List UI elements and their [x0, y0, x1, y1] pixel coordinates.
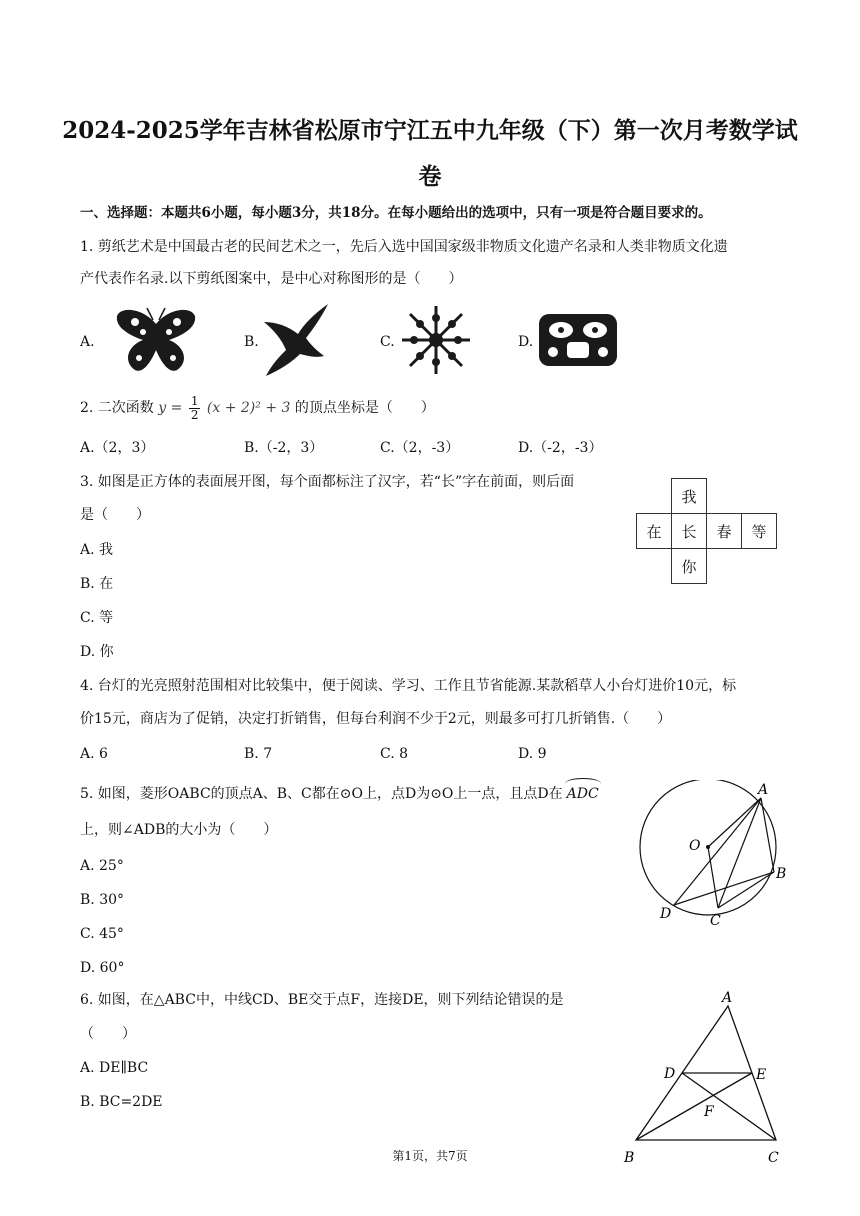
net-cell-4: 等: [742, 514, 777, 549]
q3-option-c: C. 等: [80, 610, 114, 626]
label-d: D: [660, 906, 672, 922]
q1-option-c: C.: [380, 334, 395, 350]
q2-option-a: A.（2，3）: [80, 440, 155, 456]
label-c: C: [768, 1150, 779, 1166]
q4-option-d: D. 9: [518, 746, 547, 762]
q5-line2: 上，则∠ADB的大小为（ ）: [80, 822, 278, 838]
q3-option-d: D. 你: [80, 644, 114, 660]
q5-option-a: A. 25°: [80, 858, 124, 874]
q2-option-c: C.（2，-3）: [380, 440, 460, 456]
q6-line1: 6. 如图，在△ABC中，中线CD、BE交于点F，连接DE，则下列结论错误的是: [80, 992, 564, 1008]
q2-frac-num: 1: [190, 393, 199, 408]
q4-option-c: C. 8: [380, 746, 409, 762]
label-b: B: [776, 866, 787, 882]
label-a: A: [758, 782, 769, 798]
q4-option-a: A. 6: [80, 746, 108, 762]
q5-arc-label: ADC: [566, 786, 599, 802]
q6-option-a: A. DE∥BC: [80, 1060, 149, 1076]
q5-option-d: D. 60°: [80, 960, 125, 976]
q2-stem: [80, 392, 435, 424]
q3-line1: 3. 如图是正方体的表面展开图，每个面都标注了汉字，若“长”字在前面，则后面: [80, 474, 575, 490]
fish-papercut-image: [537, 310, 619, 370]
circle-rhombus-figure: [636, 780, 794, 930]
q2-frac-den: 2: [190, 407, 199, 422]
label-c: C: [710, 913, 721, 929]
q4-line1: 4. 台灯的光亮照射范围相对比较集中，便于阅读、学习、工作且节省能源.某款稻草人小台灯进价10元，标: [80, 678, 737, 694]
page-footer: 第1页，共7页: [392, 1149, 468, 1163]
net-cell-2: 长: [672, 514, 707, 549]
label-b: B: [624, 1150, 635, 1166]
q2-formula-y: y =: [158, 400, 183, 416]
q2-fraction: [189, 395, 201, 422]
q5-line1: [80, 784, 599, 804]
label-o: O: [689, 838, 701, 854]
snowflake-papercut-image: [398, 302, 474, 378]
label-f: F: [704, 1104, 714, 1120]
q2-formula-rest: (x + 2)² + 3: [206, 400, 291, 416]
q2-prefix: 2. 二次函数: [80, 400, 154, 416]
net-cell-3: 春: [707, 514, 742, 549]
net-cell-top: 我: [672, 479, 707, 514]
q5-option-c: C. 45°: [80, 926, 124, 942]
q2-option-d: D.（-2，-3）: [518, 440, 603, 456]
q3-option-a: A. 我: [80, 542, 114, 558]
page-title-line2: 卷: [418, 163, 442, 190]
net-cell-bottom: 你: [672, 549, 707, 584]
section-heading: 一、选择题：本题共6小题，每小题3分，共18分。在每小题给出的选项中，只有一项是符合题目要求的。: [80, 205, 712, 221]
q2-suffix: 的顶点坐标是（ ）: [294, 400, 435, 416]
cube-net-figure: [636, 478, 777, 584]
q2-option-b: B.（-2，3）: [244, 440, 324, 456]
q4-option-b: B. 7: [244, 746, 273, 762]
swallow-papercut-image: [258, 300, 338, 380]
q1-option-a: A.: [80, 334, 95, 350]
triangle-medians-figure: [620, 988, 790, 1172]
label-a: A: [722, 990, 733, 1006]
q6-line2: （ ）: [80, 1026, 136, 1042]
q1-line1: 1. 剪纸艺术是中国最古老的民间艺术之一，先后入选中国国家级非物质文化遗产名录和人类非物质文化遗: [80, 239, 728, 255]
q1-option-b: B.: [244, 334, 259, 350]
page-title-line1: 2024-2025学年吉林省松原市宁江五中九年级（下）第一次月考数学试: [62, 117, 798, 144]
q3-line2: 是（ ）: [80, 507, 150, 523]
net-cell-1: 在: [637, 514, 672, 549]
q6-option-b: B. BC=2DE: [80, 1094, 163, 1110]
q3-option-b: B. 在: [80, 576, 114, 592]
q5-option-b: B. 30°: [80, 892, 125, 908]
label-d: D: [664, 1066, 676, 1082]
label-e: E: [756, 1067, 767, 1083]
q4-line2: 价15元，商店为了促销，决定打折销售，但每台利润不少于2元，则最多可打几折销售.（ ）: [80, 711, 672, 727]
q5-line1-text: 5. 如图，菱形OABC的顶点A、B、C都在⊙O上，点D为⊙O上一点，且点D在: [80, 786, 563, 802]
q1-option-d: D.: [518, 334, 534, 350]
butterfly-papercut-image: [113, 306, 199, 376]
q1-line2: 产代表作名录.以下剪纸图案中，是中心对称图形的是（ ）: [80, 271, 463, 287]
